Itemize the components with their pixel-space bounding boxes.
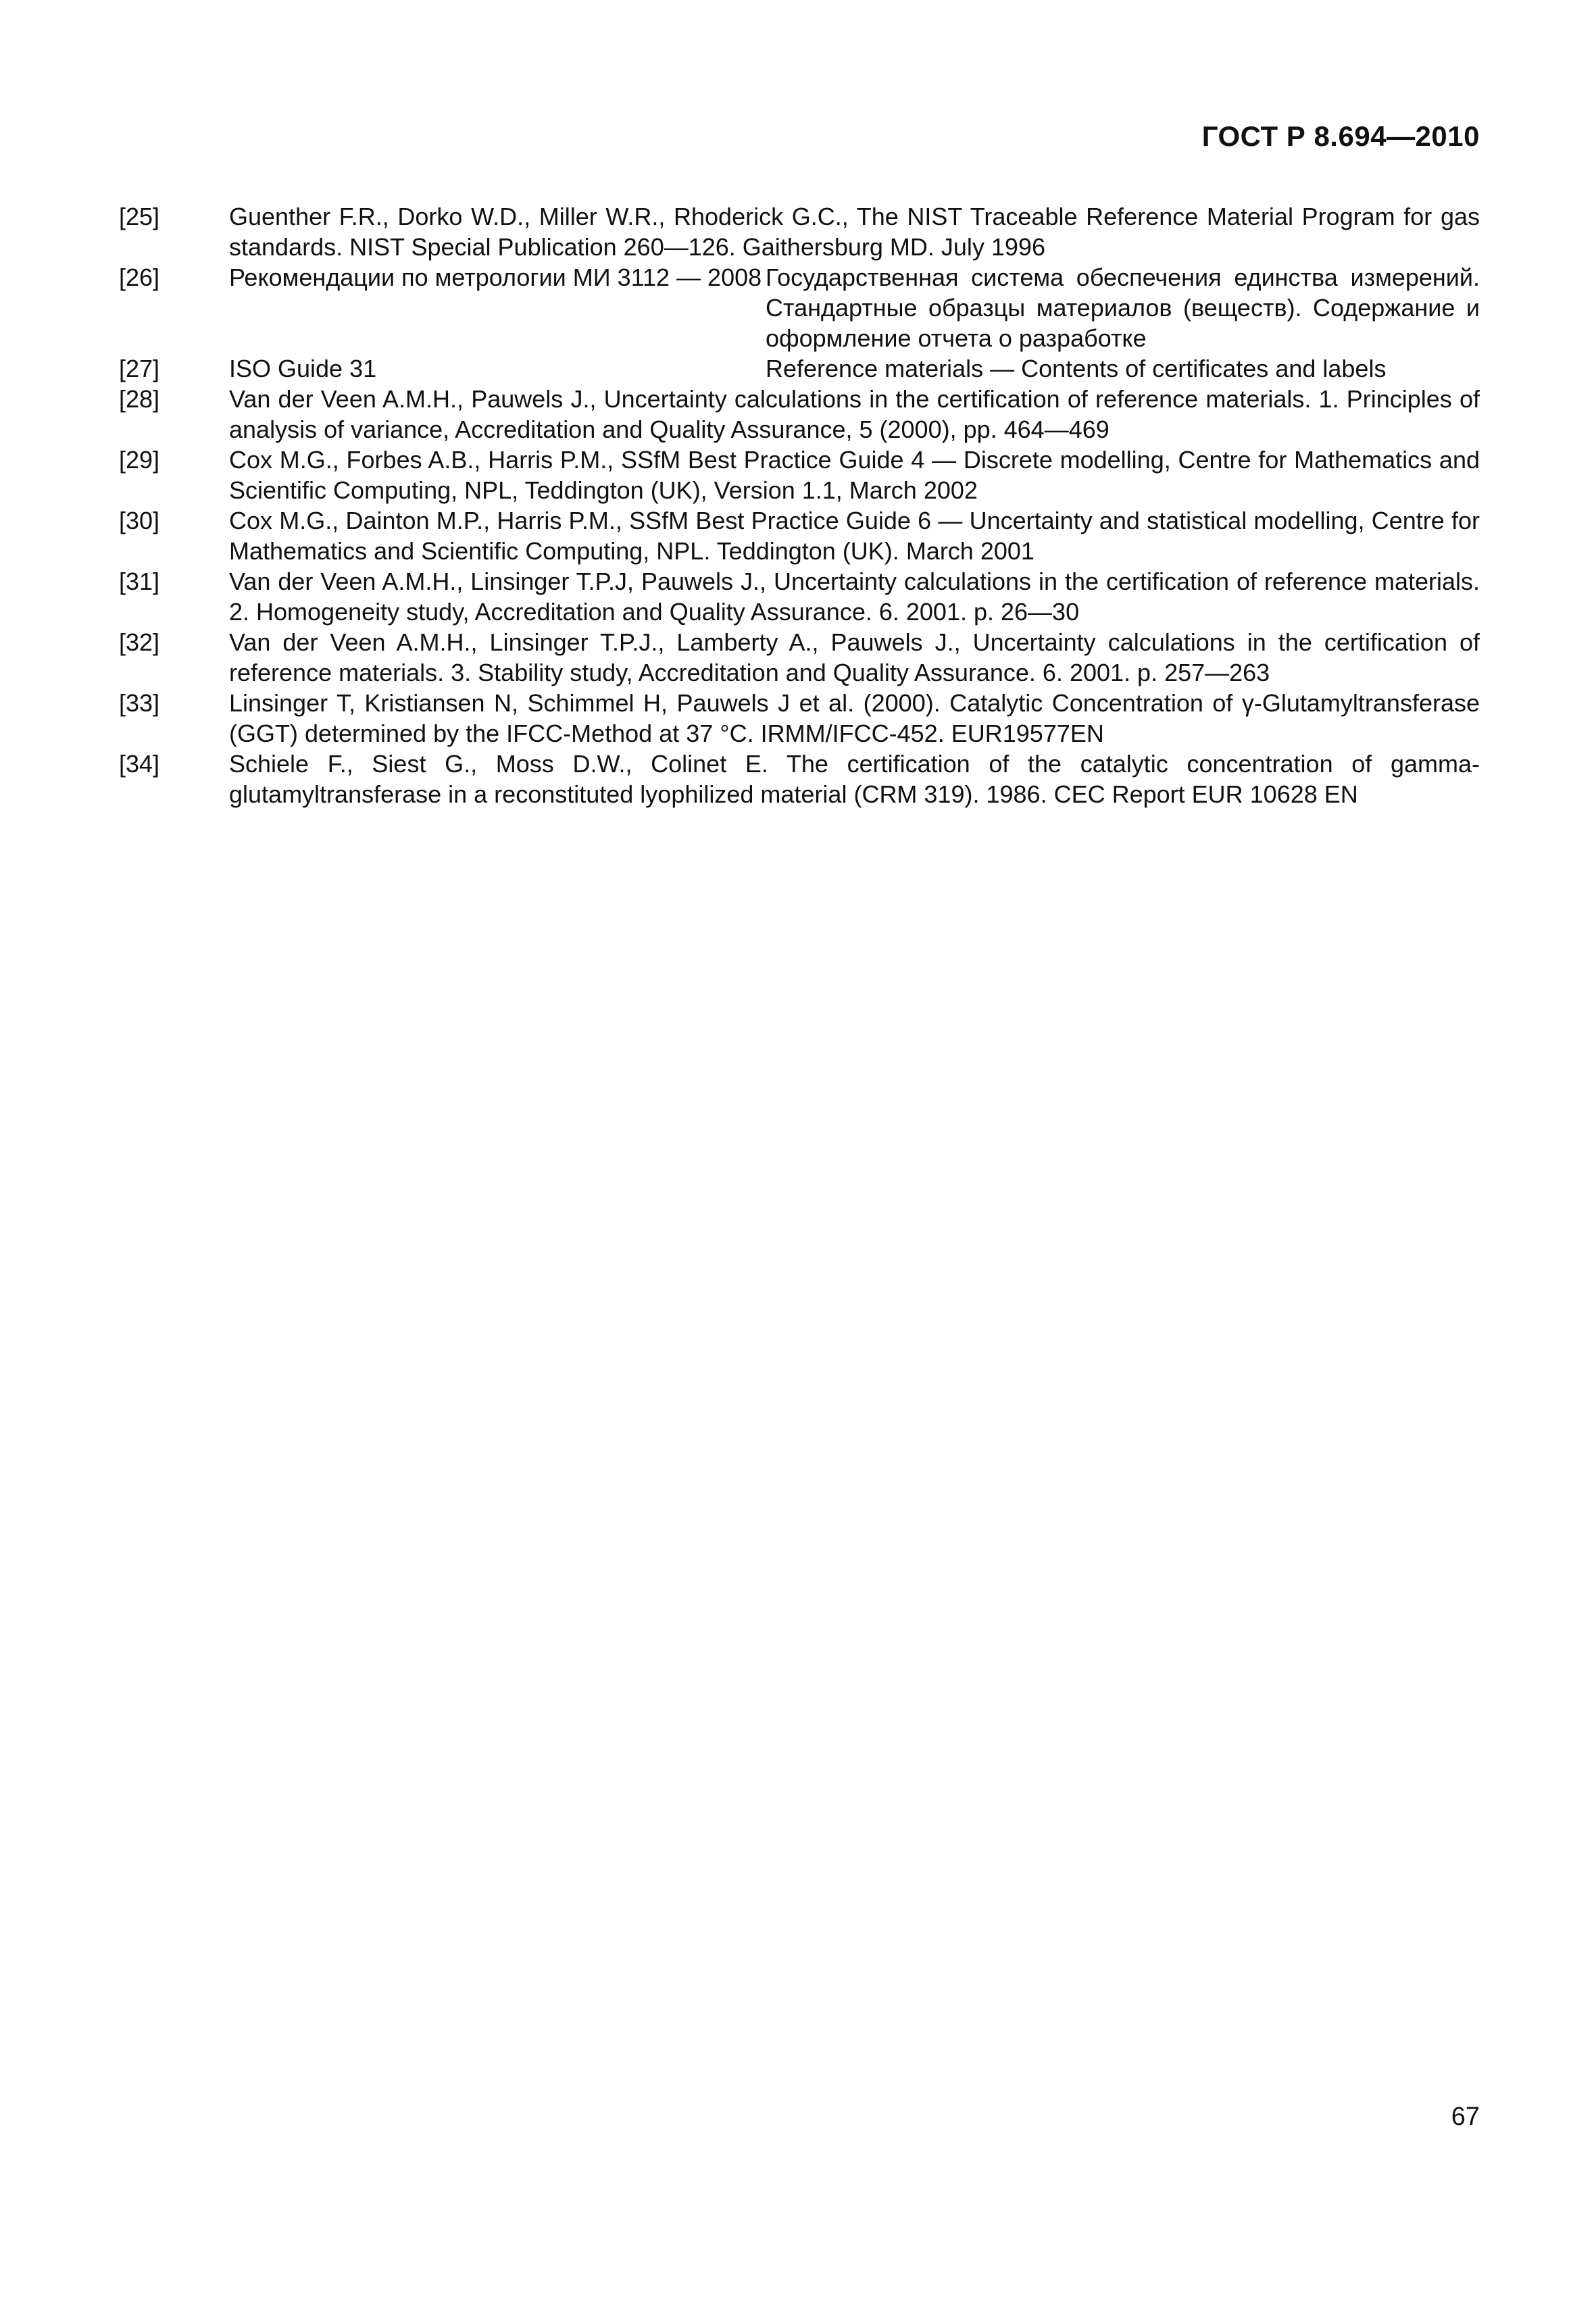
page-number: 67 — [1451, 2103, 1480, 2131]
reference-number: [26] — [119, 263, 160, 291]
reference-title: Государственная система обеспечения единства измерений. Стандартные образцы материалов (веществ). Содержание и оформление отчета о разработке — [766, 263, 1480, 352]
reference-item — [119, 201, 1480, 262]
reference-two-column — [229, 262, 1480, 353]
reference-number: [29] — [119, 446, 160, 474]
reference-text: Cox M.G., Dainton M.P., Harris P.M., SSfM Best Practice Guide 6 — Uncertainty and statistical modelling, Centre for Mathematics and Scientific Computing, NPL. Teddington (UK). March 2001 — [229, 507, 1480, 565]
reference-text: Guenther F.R., Dorko W.D., Miller W.R., Rhoderick G.C., The NIST Traceable Reference Material Program for gas standards. NIST Special Publication 260—126. Gaithersburg MD. July 1996 — [229, 203, 1480, 261]
reference-number: [30] — [119, 507, 160, 534]
document-header: ГОСТ Р 8.694—2010 — [1201, 120, 1480, 152]
reference-item — [119, 688, 1480, 749]
reference-designation: ISO Guide 31 — [229, 355, 377, 382]
reference-text: Van der Veen A.M.H., Linsinger T.P.J, Pauwels J., Uncertainty calculations in the certification of reference materials. 2. Homogeneity study, Accreditation and Quality Assurance. 6. 2001. p. 26—30 — [229, 568, 1480, 626]
reference-two-column — [229, 353, 1480, 384]
reference-item — [119, 749, 1480, 809]
reference-list — [119, 201, 1480, 809]
reference-designation: Рекомендации по метрологии МИ 3112 — 2008 — [229, 263, 762, 291]
reference-title: Reference materials — Contents of certificates and labels — [766, 355, 1387, 382]
reference-number: [28] — [119, 385, 160, 413]
reference-number: [33] — [119, 689, 160, 717]
reference-item — [119, 566, 1480, 627]
reference-item — [119, 384, 1480, 445]
reference-item — [119, 445, 1480, 505]
reference-text: Van der Veen A.M.H., Pauwels J., Uncertainty calculations in the certification of reference materials. 1. Principles of analysis of variance, Accreditation and Quality Assurance, 5 (2000), pp. 464—469 — [229, 385, 1480, 443]
reference-item — [119, 627, 1480, 688]
reference-number: [27] — [119, 355, 160, 382]
reference-number: [31] — [119, 568, 160, 595]
reference-number: [34] — [119, 750, 160, 778]
reference-number: [32] — [119, 628, 160, 656]
reference-number: [25] — [119, 203, 160, 230]
reference-text: Linsinger T, Kristiansen N, Schimmel H, Pauwels J et al. (2000). Catalytic Concentration of γ-Glutamyltransferase (GGT) determined by the IFCC-Method at 37 °C. IRMM/IFCC-452. EUR19577EN — [229, 689, 1480, 747]
reference-text: Schiele F., Siest G., Moss D.W., Colinet E. The certification of the catalytic concentration of gamma-glutamyltransferase in a reconstituted lyophilized material (CRM 319). 1986. CEC Report EUR 10628 EN — [229, 750, 1480, 808]
reference-text: Cox M.G., Forbes A.B., Harris P.M., SSfM Best Practice Guide 4 — Discrete modelling, Centre for Mathematics and Scientific Computing, NPL, Teddington (UK), Version 1.1, March 2002 — [229, 446, 1480, 504]
reference-item — [119, 353, 1480, 384]
reference-item — [119, 262, 1480, 353]
reference-text: Van der Veen A.M.H., Linsinger T.P.J., Lamberty A., Pauwels J., Uncertainty calculations in the certification of reference materials. 3. Stability study, Accreditation and Quality Assurance. 6. 2001. p. 257—263 — [229, 628, 1480, 686]
reference-item — [119, 505, 1480, 566]
